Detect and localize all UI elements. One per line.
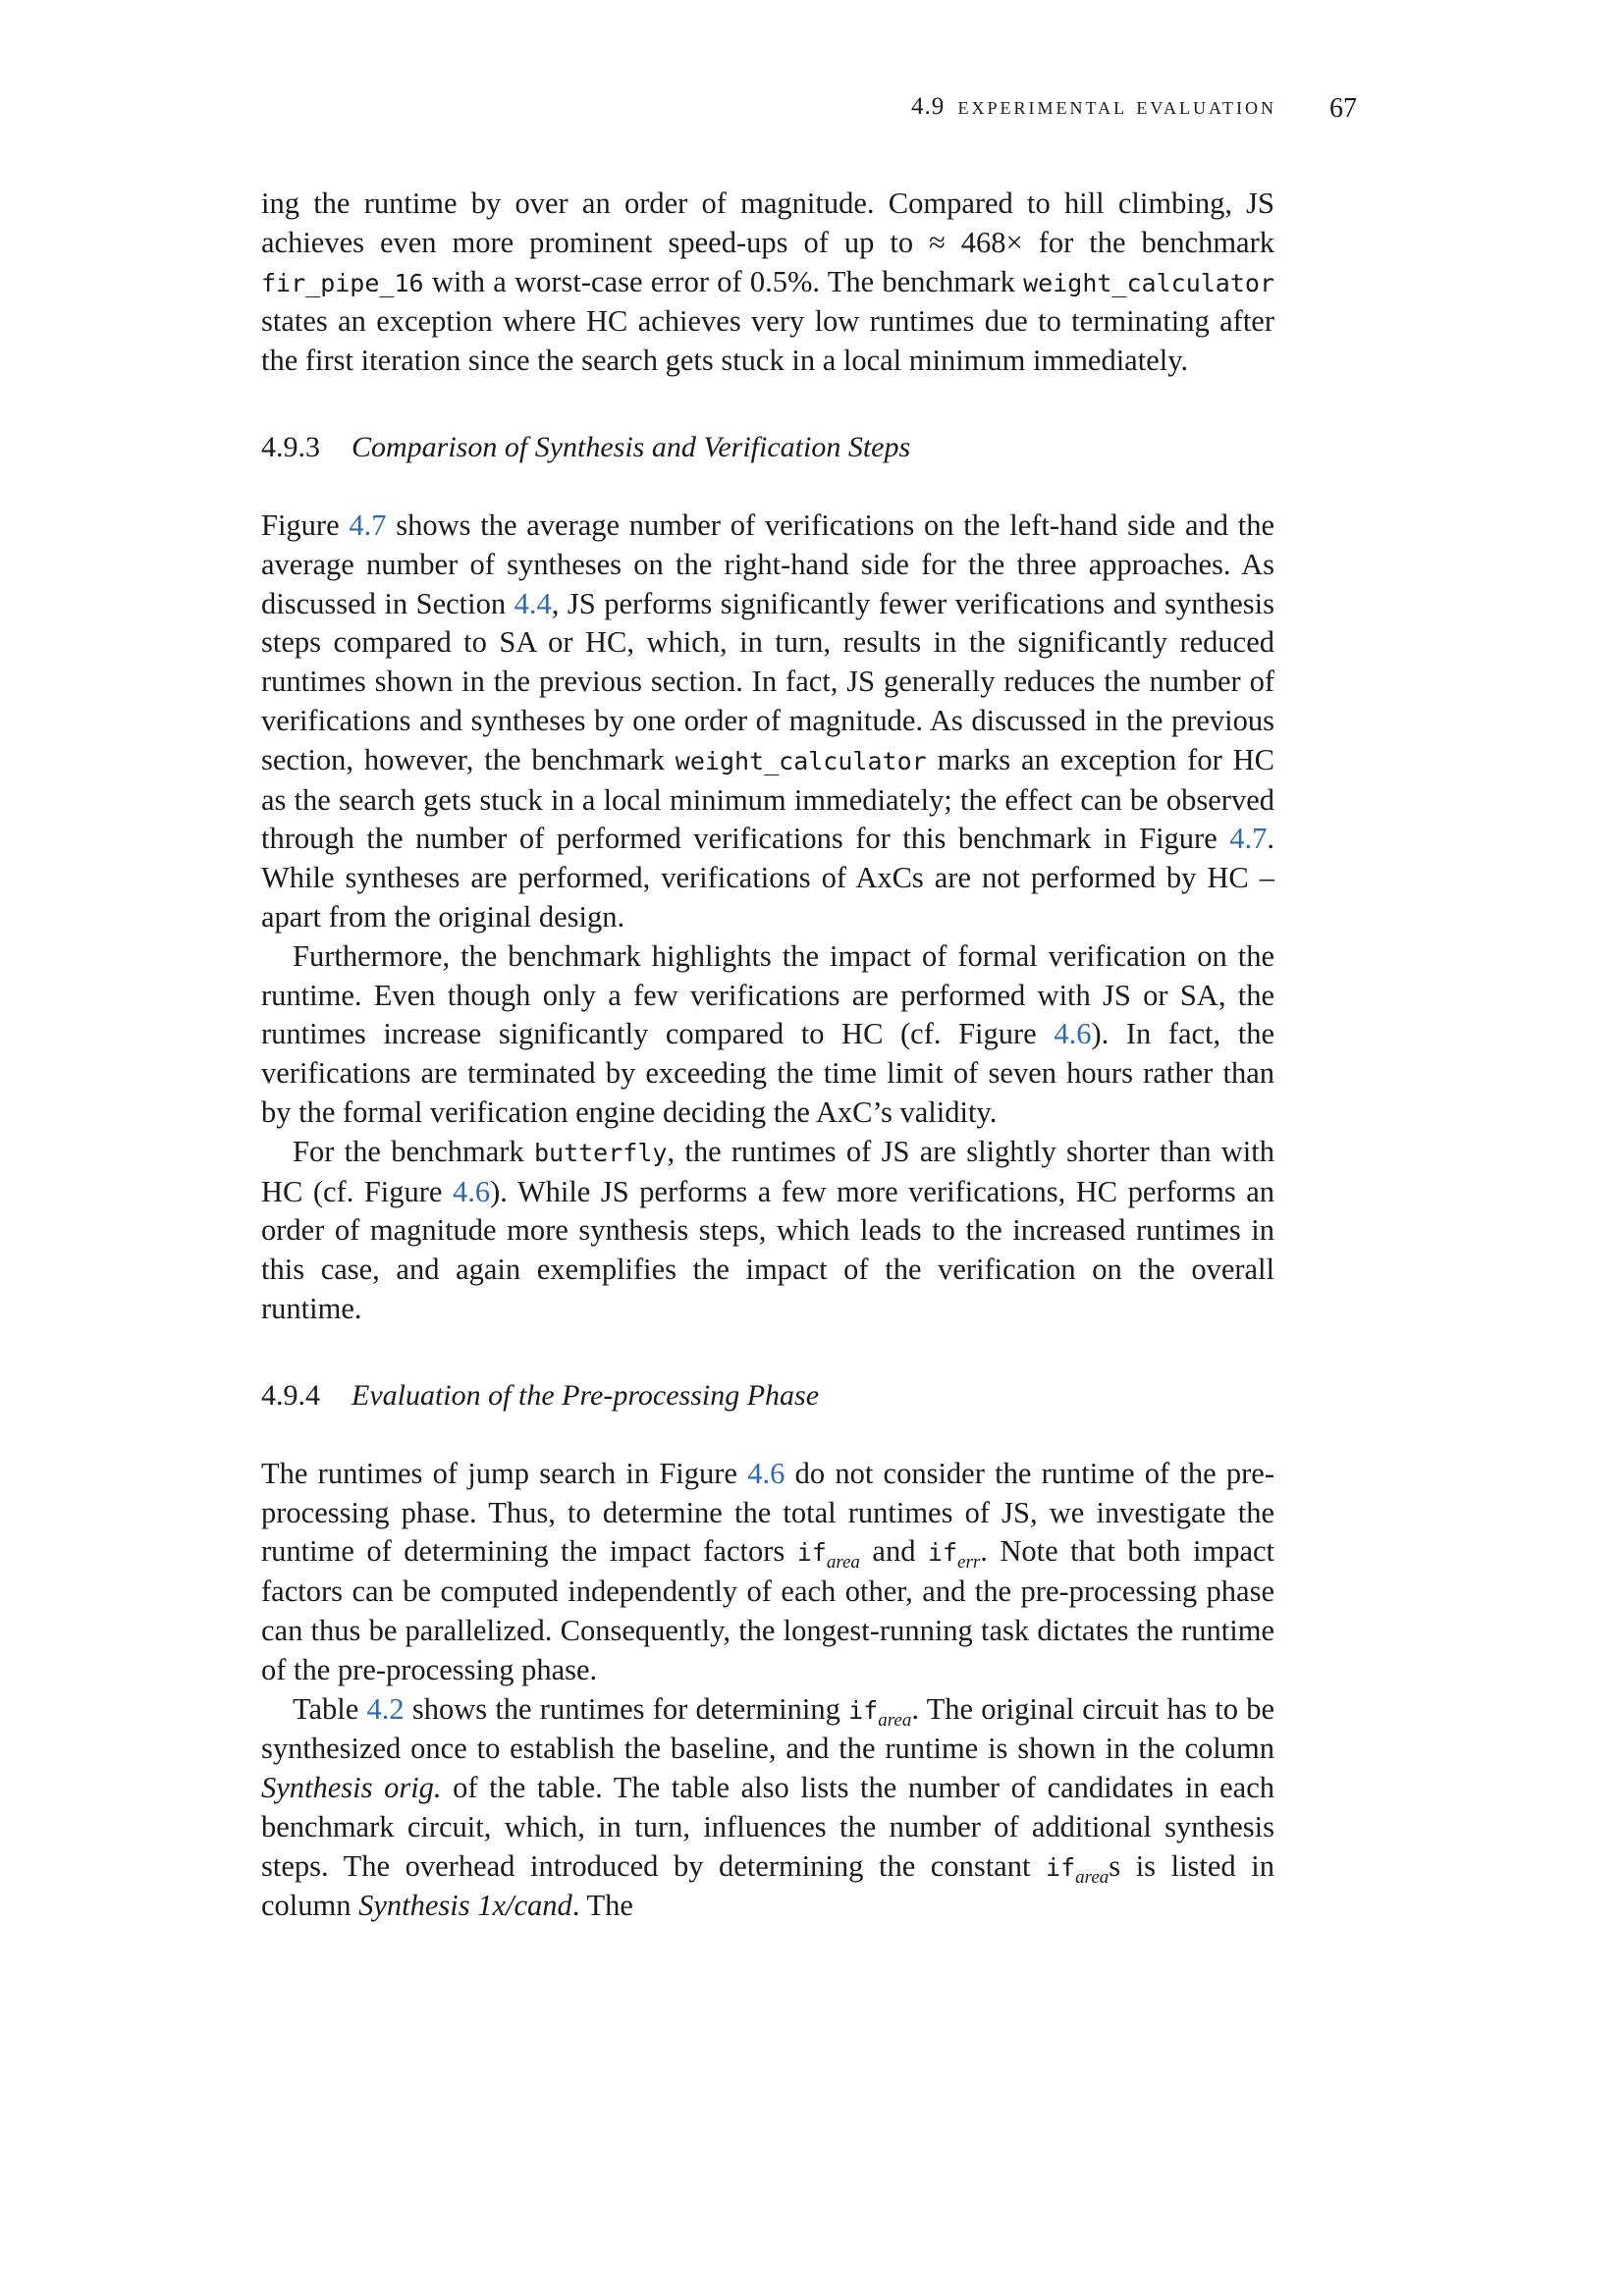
running-head-section-number: 4.9	[911, 93, 946, 120]
subsection-title: Comparison of Synthesis and Verification Steps	[352, 430, 911, 463]
text-run: . The original circuit has to be synthesized once to establish the baseline, and the runtime is shown in the column	[261, 1691, 1274, 1766]
text-run: marks an exception for HC as the search gets stuck in a local minimum immediately; the effect can be observed through the number of performed verifications for this benchmark in Figure	[261, 742, 1274, 856]
text-run: , JS performs significantly fewer verifications and synthesis steps compared to SA or HC, which, in turn, results in the significantly reduced runtimes shown in the previous section. In fact, JS generally reduces the number of verifications and syntheses by one order of magnitude. As discussed in the previous section, however, the benchmark	[261, 586, 1275, 776]
subsection-number: 4.9.3	[261, 430, 320, 463]
subsection-number: 4.9.4	[261, 1378, 320, 1412]
impact-factor-if: if	[848, 1695, 879, 1725]
text-run: Furthermore, the benchmark highlights the impact of formal verification on the runtime. Even though only a few verifications are performed with JS or SA, the runtimes increase significantly compared to HC (cf. Figure	[261, 938, 1274, 1051]
paragraph	[261, 937, 1274, 1133]
subsection-title: Evaluation of the Pre-processing Phase	[352, 1378, 820, 1412]
intro-paragraph	[261, 185, 1274, 381]
text-run: ). While JS performs a few more verifications, HC performs an order of magnitude more synthesis steps, which leads to the increased runtimes in this case, and again exemplifies the impact of the verification on the overall runtime.	[261, 1174, 1274, 1325]
table-link-4-2[interactable]: 4.2	[366, 1691, 405, 1726]
column-name-synthesis-orig: Synthesis orig.	[261, 1771, 442, 1805]
text-run: . The	[571, 1889, 633, 1923]
text-run: The runtimes of jump search in Figure	[261, 1456, 748, 1490]
subscript-area: area	[878, 1709, 912, 1731]
subscript-area: area	[826, 1552, 860, 1574]
paragraph	[261, 1133, 1274, 1329]
paragraph	[261, 1690, 1274, 1927]
code-weight-calculator: weight_calculator	[675, 746, 927, 775]
section-link-4-4[interactable]: 4.4	[514, 586, 552, 620]
body-text	[261, 185, 1274, 1926]
subscript-err: err	[957, 1552, 981, 1574]
column-name-synthesis-1x-cand: Synthesis 1x/cand	[358, 1889, 572, 1923]
text-run: states an exception where HC achieves very low runtimes due to terminating after the first iteration since the search gets stuck in a local minimum immediately.	[261, 304, 1274, 378]
code-weight-calculator: weight_calculator	[1023, 268, 1274, 297]
text-run: shows the average number of verifications on the left-hand side and the average number of syntheses on the right-hand side for the three approaches. As discussed in Section	[261, 507, 1274, 620]
text-run: Table	[293, 1691, 367, 1726]
page-number: 67	[1329, 93, 1357, 124]
running-head-section-title: experimental evaluation	[957, 93, 1276, 120]
text-run: ing the runtime by over an order of magnitude. Compared to hill climbing, JS achieves even more prominent speed-ups of up to ≈ 468× for the benchmark	[261, 187, 1274, 259]
subscript-area: area	[1075, 1866, 1110, 1888]
text-run: . While syntheses are performed, verifications of AxCs are not performed by HC – apart from the original design.	[261, 822, 1274, 934]
text-run: with a worst-case error of 0.5%. The benchmark	[423, 264, 1024, 298]
text-run: . Note that both impact factors can be computed independently of each other, and the pre-processing phase can thus be parallelized. Consequently, the longest-running task dictates the runtime of the pre-processing phase.	[261, 1534, 1275, 1686]
text-run: , the runtimes of JS are slightly shorter than with HC (cf. Figure	[261, 1134, 1274, 1208]
subsection-heading-4-9-3	[261, 428, 1274, 467]
impact-factor-if: if	[1046, 1852, 1076, 1882]
text-run: For the benchmark	[293, 1134, 534, 1168]
code-butterfly: butterfly	[533, 1138, 668, 1167]
text-run: ). In fact, the verifications are terminated by exceeding the time limit of seven hours rather than by the formal verification engine deciding the AxC’s validity.	[261, 1017, 1274, 1129]
figure-link-4-6[interactable]: 4.6	[747, 1456, 785, 1490]
subsection-heading-4-9-4	[261, 1376, 1274, 1415]
paragraph	[261, 507, 1274, 937]
impact-factor-if: if	[927, 1538, 958, 1568]
figure-link-4-6[interactable]: 4.6	[452, 1174, 491, 1208]
paragraph	[261, 1455, 1274, 1690]
figure-link-4-6[interactable]: 4.6	[1054, 1017, 1092, 1051]
text-run: Figure	[261, 507, 350, 542]
text-run: of the table. The table also lists the number of candidates in each benchmark circuit, which, in turn, influences the number of additional synthesis steps. The overhead introduced by determining the constant	[261, 1771, 1274, 1883]
running-head	[911, 93, 1276, 121]
figure-link-4-7[interactable]: 4.7	[349, 507, 387, 542]
text-run: shows the runtimes for determining	[404, 1691, 849, 1726]
text-run: s	[1109, 1848, 1121, 1883]
text-run: and	[859, 1534, 928, 1569]
figure-link-4-7[interactable]: 4.7	[1229, 822, 1268, 856]
text-run: do not consider the runtime of the pre-processing phase. Thus, to determine the total runtimes of JS, we investigate the runtime of determining the impact factors	[261, 1456, 1274, 1569]
text-run: is listed in column	[261, 1848, 1274, 1923]
page-header	[261, 93, 1357, 133]
impact-factor-if: if	[796, 1538, 827, 1568]
code-fir-pipe-16: fir_pipe_16	[261, 268, 424, 297]
